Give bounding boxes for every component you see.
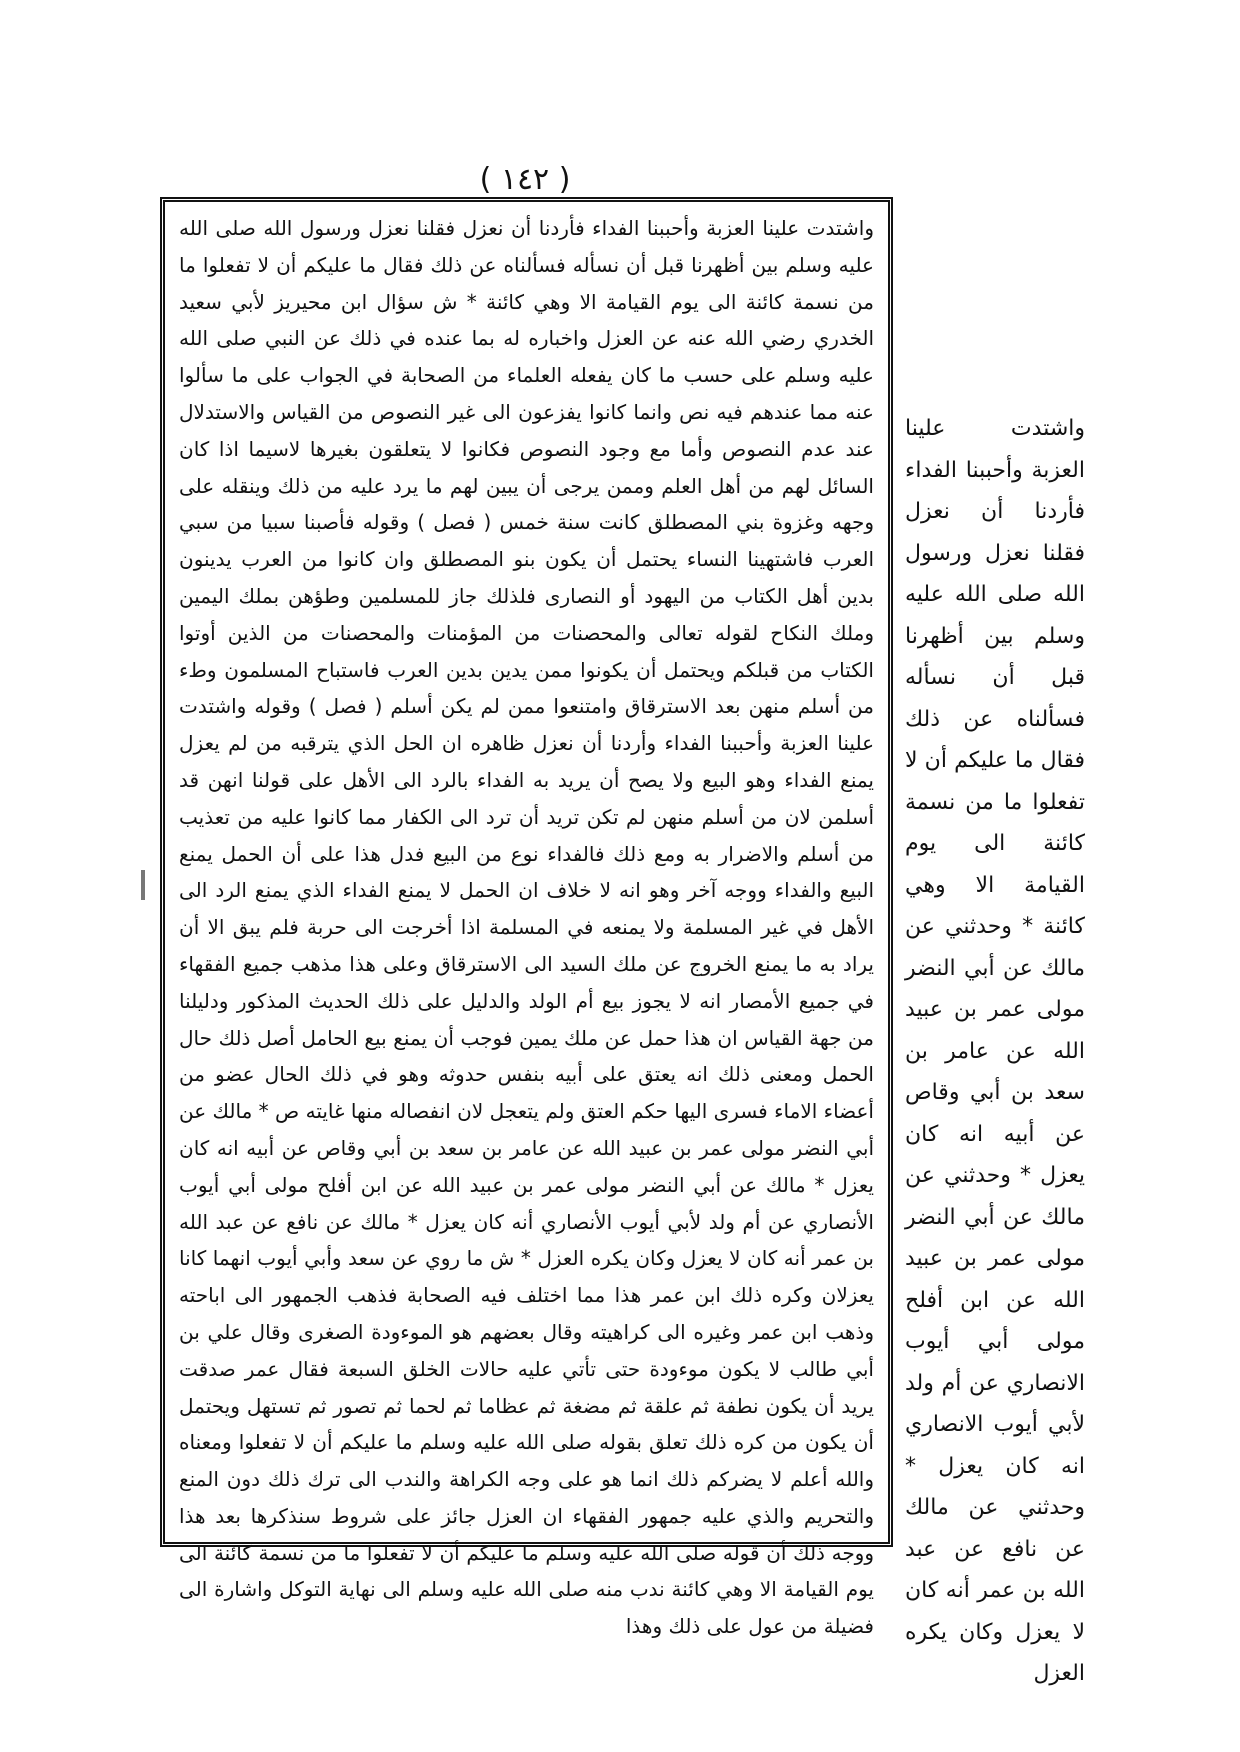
commentary-text: واشتدت علينا العزبة وأحببنا الفداء فأردنا أن نعزل فقلنا نعزل ورسول الله صلى الله عليه وسلم بين أظهرنا قبل أن نسأله فسألناه عن ذلك فقال ما عليكم أن لا تفعلوا ما من نسمة كائنة الى يوم القيامة الا وهي كائنة * ش سؤال ابن محيريز لأبي سعيد الخدري رضي الله عنه عن العزل واخباره له بما عنده في ذلك عن النبي صلى الله عليه وسلم على حسب ما كان يفعله العلماء من الصحابة في الجواب على ما سألوا عنه مما عندهم فيه نص وانما كانوا يفزعون الى غير النصوص من القياس والاستدلال عند عدم النصوص وأما مع وجود النصوص فكانوا لا يتعلقون بغيرها لاسيما اذا كان السائل لهم من أهل العلم وممن يرجى أن يبين لهم ما يرد عليه من ذلك وينقله على وجهه وغزوة بني المصطلق كانت سنة خمس ( فصل ) وقوله فأصبنا سبيا من سبي العرب فاشتهينا النساء يحتمل أن يكون بنو المصطلق وان كانوا من العرب يدينون بدين أهل الكتاب من اليهود أو النصارى فلذلك جاز للمسلمين وطؤهن بملك اليمين وملك النكاح لقوله تعالى والمحصنات من المؤمنات والمحصنات من الذين أوتوا الكتاب من قبلكم ويحتمل أن يكونوا ممن يدين بدين العرب فاستباح المسلمون وطء من أسلم منهن بعد الاسترقاق وامتنعوا ممن لم يكن أسلم ( فصل ) وقوله واشتدت علينا العزبة وأحببنا الفداء وأردنا أن نعزل ظاهره ان الحل الذي يترقبه من لم يعزل يمنع الفداء وهو البيع ولا يصح أن يريد به الفداء بالرد الى الأهل على قولنا انهن قد أسلمن لان من أسلم منهن لم تكن تريد أن ترد الى الكفار مما كانوا عليه من تعذيب من أسلم والاضرار به ومع ذلك فالفداء نوع من البيع فدل هذا على أن الحمل يمنع البيع والفداء ووجه آخر وهو انه لا خلاف ان الحمل لا يمنع الفداء الذي يمنع الرد الى الأهل في غير المسلمة ولا يمنعه في المسلمة اذا أخرجت الى حربة فلم يبق الا أن يراد به ما يمنع الخروج عن ملك السيد الى الاسترقاق وعلى هذا مذهب جميع الفقهاء في جميع الأمصار انه لا يجوز بيع أم الولد والدليل على ذلك الحديث المذكور ودليلنا من جهة القياس ان هذا حمل عن ملك يمين فوجب أن يمنع بيع الحامل أصل ذلك حال الحمل ومعنى ذلك انه يعتق على أبيه بنفس حدوثه وهو في ذلك الحال عضو من أعضاء الاماء فسرى اليها حكم العتق ولم يتعجل لان انفصاله منها غايته ص * مالك عن أبي النضر مولى عمر بن عبيد الله عن عامر بن سعد بن أبي وقاص عن أبيه انه كان يعزل * مالك عن أبي النضر مولى عمر بن عبيد الله عن ابن أفلح مولى أبي أيوب الأنصاري عن أم ولد لأبي أيوب الأنصاري أنه كان يعزل * مالك عن نافع عن عبد الله بن عمر أنه كان لا يعزل وكان يكره العزل * ش ما روي عن سعد وأبي أيوب انهما كانا يعزلان وكره ذلك ابن عمر هذا مما اختلف فيه الصحابة فذهب الجمهور الى اباحته وذهب ابن عمر وغيره الى كراهيته وقال بعضهم هو الموءودة الصغرى وقال علي بن أبي طالب لا يكون موءودة حتى تأتي عليه حالات الخلق السبعة فقال عمر صدقت يريد أن يكون نطفة ثم علقة ثم مضغة ثم عظاما ثم لحما ثم تصور ثم تستهل ويحتمل أن يكون من كره ذلك تعلق بقوله صلى الله عليه وسلم ما عليكم أن لا تفعلوا ومعناه والله أعلم لا يضركم ذلك انما هو على وجه الكراهة والندب الى ترك ذلك دون المنع والتحريم والذي عليه جمهور الفقهاء ان العزل جائز على شروط سنذكرها بعد هذا ووجه ذلك أن قوله صلى الله عليه وسلم ما عليكم أن لا تفعلوا ما من نسمة كائنة الى يوم القيامة الا وهي كائنة ندب منه صلى الله عليه وسلم الى نهاية التوكل واشارة الى فضيلة من عول على ذلك وهذا	[179, 216, 874, 1639]
main-text-frame	[160, 197, 893, 1639]
scan-mark	[141, 870, 145, 900]
margin-hadith-text: واشتدت علينا العزبة وأحببنا الفداء فأردنا أن نعزل فقلنا نعزل ورسول الله صلى الله عليه وسلم بين أظهرنا قبل أن نسأله فسألناه عن ذلك فقال ما عليكم أن لا تفعلوا ما من نسمة كائنة الى يوم القيامة الا وهي كائنة * وحدثني عن مالك عن أبي النضر مولى عمر بن عبيد الله عن عامر بن سعد بن أبي وقاص عن أبيه انه كان يعزل * وحدثني عن مالك عن أبي النضر مولى عمر بن عبيد الله عن ابن أفلح مولى أبي أيوب الانصاري عن أم ولد لأبي أيوب الانصاري انه كان يعزل * وحدثني عن مالك عن نافع عن عبد الله بن عمر أنه كان لا يعزل وكان يكره العزل	[905, 416, 1085, 1686]
page-number: ( ١٤٢ )	[479, 162, 571, 197]
